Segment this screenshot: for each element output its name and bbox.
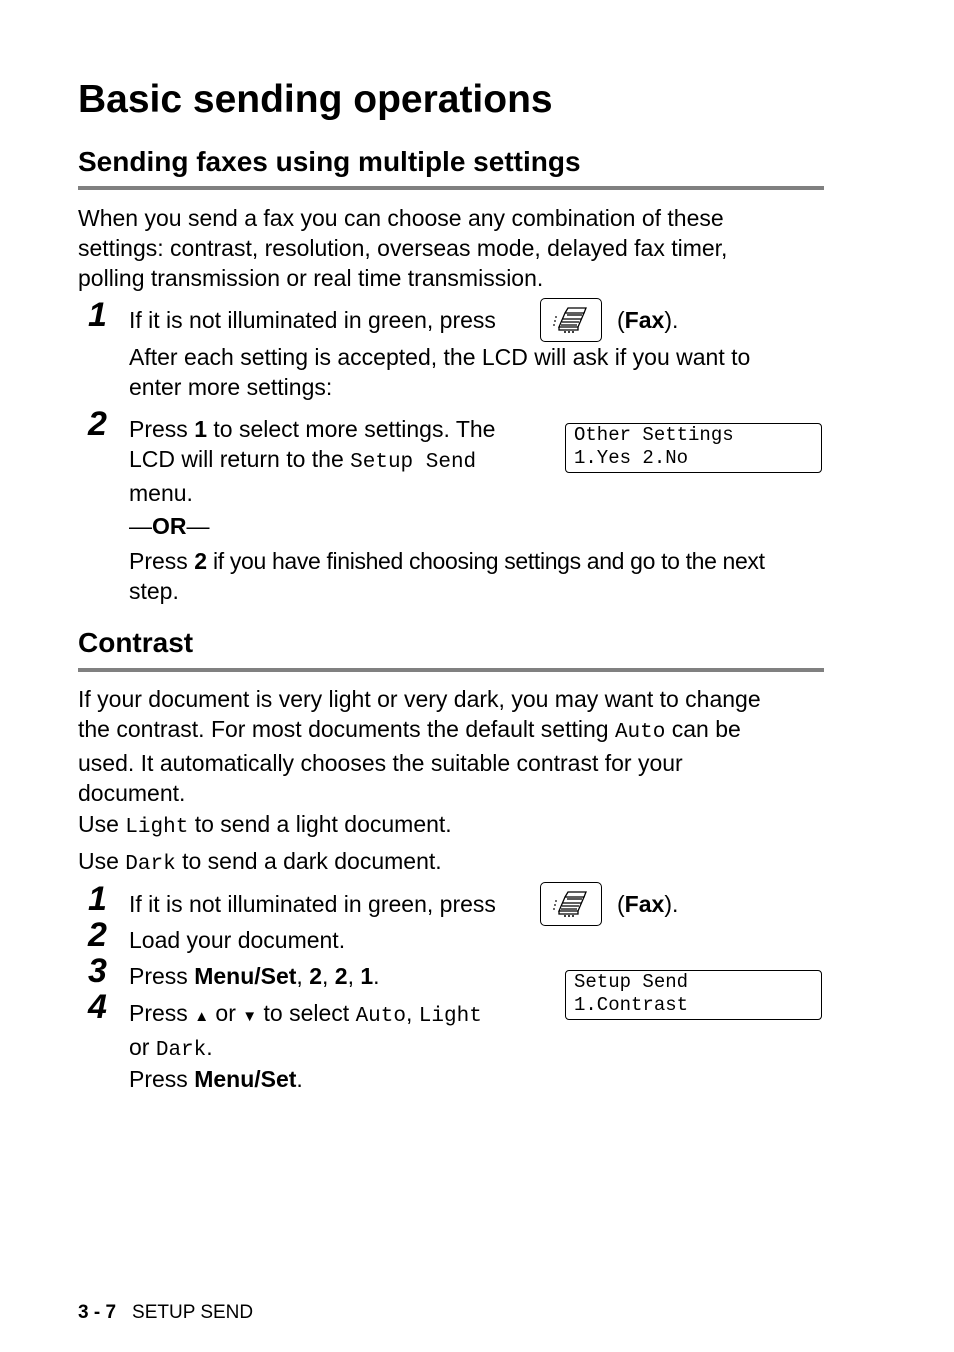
intro-paragraph (78, 203, 727, 293)
text: . (296, 1066, 303, 1092)
text: . (373, 963, 380, 989)
intro-line: polling transmission or real time transmission. (78, 265, 544, 291)
step-text: If it is not illuminated in green, press (129, 307, 496, 333)
text: if you have finished choosing settings and go to the next (206, 548, 765, 574)
text: . (206, 1034, 213, 1060)
text: , (347, 963, 361, 989)
down-arrow-icon: ▼ (242, 1008, 258, 1025)
lcd-code: Auto (355, 1005, 406, 1028)
text: , (322, 963, 335, 989)
footer-section: SETUP SEND (132, 1302, 254, 1323)
lcd-display (565, 423, 822, 473)
intro-line: If your document is very light or very dark, you may want to change (78, 686, 761, 712)
step-number: 1 (88, 296, 107, 334)
fax-key: Fax (624, 307, 665, 333)
text: can be (665, 716, 741, 742)
key-1: 1 (360, 963, 374, 989)
dash: — (186, 513, 210, 539)
step-number: 1 (88, 880, 107, 918)
note-line: After each setting is accepted, the LCD will ask if you want to (129, 344, 751, 370)
text: Use (78, 848, 126, 874)
contrast-intro (78, 684, 761, 808)
text: Press (129, 1000, 195, 1026)
lcd-code: Auto (614, 721, 666, 744)
text: Press (129, 548, 195, 574)
or-label: OR (152, 513, 187, 539)
text: to select (257, 1000, 356, 1026)
text: , (406, 1000, 419, 1026)
step-text (129, 998, 482, 1066)
section-rule (78, 186, 824, 190)
fax-icon (551, 305, 591, 335)
text: to send a light document. (188, 811, 452, 837)
step-text: Load your document. (129, 927, 346, 953)
section-rule (78, 668, 824, 672)
step-alt-text (129, 546, 765, 606)
lcd-line: Setup Send (574, 971, 689, 993)
note-line: enter more settings: (129, 374, 333, 400)
use-light-line (78, 809, 452, 843)
paren: ). (664, 307, 679, 333)
fax-button[interactable] (540, 882, 602, 926)
lcd-code: Dark (125, 853, 176, 876)
key-1: 1 (194, 416, 207, 442)
fax-icon (551, 889, 591, 919)
use-dark-line (78, 846, 442, 880)
lcd-code: Light (125, 816, 189, 839)
step-text (129, 414, 495, 508)
up-arrow-icon: ▲ (194, 1008, 210, 1025)
step-number: 3 (88, 952, 107, 990)
fax-key: Fax (624, 891, 665, 917)
text: or (209, 1000, 243, 1026)
lcd-display (565, 970, 822, 1020)
lcd-line: 1.Contrast (574, 994, 689, 1016)
menu-set-key: Menu/Set (194, 1066, 297, 1092)
fax-button[interactable] (540, 298, 602, 342)
lcd-code: Setup Send (350, 451, 477, 474)
menu-set-key: Menu/Set (194, 963, 297, 989)
paren: ( (617, 891, 625, 917)
text: to select more settings. The (206, 416, 496, 442)
step-text: If it is not illuminated in green, press (129, 891, 496, 917)
lcd-code: Light (418, 1005, 482, 1028)
page-title: Basic sending operations (78, 78, 553, 121)
text: , (296, 963, 310, 989)
text: Press (129, 963, 195, 989)
text: Press (129, 416, 195, 442)
step-note (129, 342, 750, 402)
lcd-line: 1.Yes 2.No (574, 447, 689, 469)
intro-line: When you send a fax you can choose any combination of these (78, 205, 724, 231)
text: the contrast. For most documents the default setting (78, 716, 615, 742)
key-2: 2 (194, 548, 207, 574)
key-2: 2 (334, 963, 348, 989)
intro-line: document. (78, 780, 186, 806)
page-number: 3 - 7 (78, 1302, 117, 1323)
intro-line: settings: contrast, resolution, overseas mode, delayed fax timer, (78, 235, 728, 261)
text: menu. (129, 480, 193, 506)
intro-line: used. It automatically chooses the suitable contrast for your (78, 750, 683, 776)
step-number: 2 (88, 916, 107, 954)
step-number: 4 (88, 988, 107, 1026)
page-footer (78, 1302, 253, 1324)
lcd-code: Dark (155, 1039, 207, 1062)
step-text (129, 1064, 303, 1094)
or-separator (129, 511, 210, 541)
paren: ). (664, 891, 679, 917)
key-2: 2 (309, 963, 322, 989)
text: step. (129, 578, 179, 604)
text: LCD will return to the (129, 446, 351, 472)
text: Use (78, 811, 126, 837)
text: to send a dark document. (175, 848, 442, 874)
text: or (129, 1034, 156, 1060)
paren: ( (617, 307, 625, 333)
step-number: 2 (88, 405, 107, 443)
fax-key-label (617, 889, 678, 919)
dash: — (129, 513, 152, 539)
fax-key-label (617, 305, 678, 335)
lcd-line: Other Settings (574, 424, 734, 446)
step-text (129, 961, 380, 991)
section-heading-contrast: Contrast (78, 627, 194, 658)
text: Press (129, 1066, 195, 1092)
section-heading-multiple-settings: Sending faxes using multiple settings (78, 146, 581, 177)
